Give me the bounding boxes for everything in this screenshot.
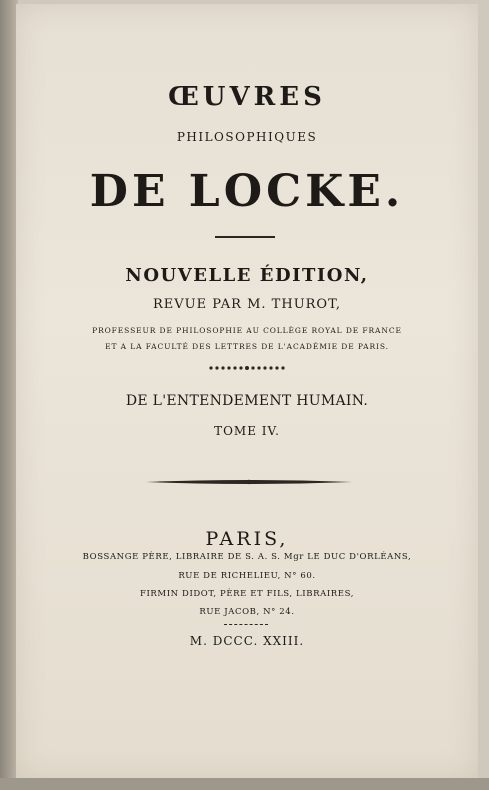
small-dashed-ornament — [224, 624, 268, 629]
revue-line: REVUE PAR M. THUROT, — [153, 297, 341, 312]
title-page — [14, 4, 478, 780]
author-title: DE LOCKE. — [89, 166, 405, 217]
title-rule — [215, 236, 275, 238]
professeur-line-2: ET A LA FACULTÉ DES LETTRES DE L'ACADÉMIE DE PARIS. — [105, 342, 389, 351]
oeuvres-heading: ŒUVRES — [168, 82, 326, 112]
publisher-1-line-1: BOSSANGE PÈRE, LIBRAIRE DE S. A. S. Mgr LE DUC D'ORLÉANS, — [82, 552, 412, 562]
tome-number: TOME IV. — [214, 424, 280, 438]
work-title: DE L'ENTENDEMENT HUMAIN. — [125, 393, 369, 409]
philosophiques-subheading: PHILOSOPHIQUES — [176, 130, 318, 144]
book-bottom-edge — [0, 778, 489, 790]
imprint-city: PARIS, — [205, 528, 289, 550]
publisher-1-line-2: RUE DE RICHELIEU, N° 60. — [178, 571, 316, 581]
swell-rule-ornament — [146, 476, 352, 488]
dotted-ornament — [208, 364, 286, 372]
professeur-line-1: PROFESSEUR DE PHILOSOPHIE AU COLLÈGE ROYAL DE FRANCE — [92, 326, 402, 335]
publication-date: M. DCCC. XXIII. — [189, 634, 305, 648]
edition-line: NOUVELLE ÉDITION, — [125, 265, 369, 286]
publisher-2-line-2: RUE JACOB, N° 24. — [199, 607, 295, 617]
publisher-2-line-1: FIRMIN DIDOT, PÈRE ET FILS, LIBRAIRES, — [139, 589, 355, 599]
